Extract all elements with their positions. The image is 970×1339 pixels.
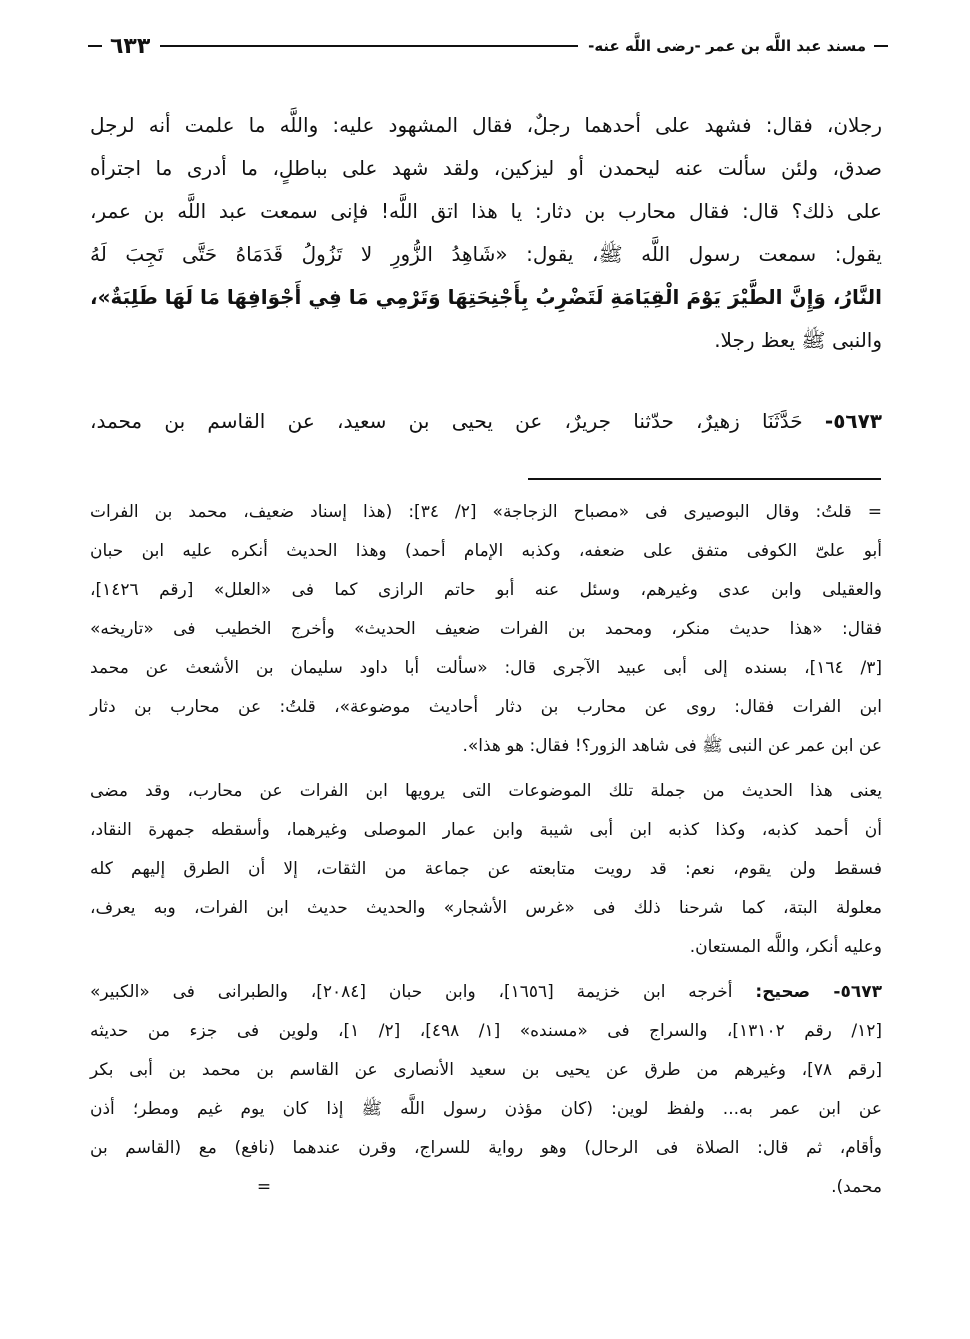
- text-line: يقول: سمعت رسول اللَّه ﷺ، يقول: «شَاهِدُ الزُّورِ لا تَزُولُ قَدَمَاهُ حَتَّى تَجِبَ لَهُ: [90, 242, 882, 266]
- footnote-line: [90, 973, 882, 1012]
- running-title: مسند عبد اللَّه بن عمر -رضى اللَّه عنه-: [588, 37, 866, 55]
- footnote-line: عن ابن عمر به... ولفظ لوين: (كان مؤذن رسول اللَّه ﷺ إذا كان يوم غيم ومطر؛ أذن: [90, 1099, 882, 1119]
- page-number: ٦٣٣: [110, 33, 151, 59]
- footnotes: [90, 493, 882, 1207]
- running-header: [88, 30, 888, 62]
- main-text: [90, 104, 882, 443]
- footnote-line: وأقام، ثم قال: الصلاة فى الرحال) وهو رواية للسراج، وقرن عندهما (نافع) مع (القاسم بن: [90, 1138, 882, 1158]
- footnote-divider: [528, 478, 881, 480]
- text-line: صدق، ولئن سألت عنه ليحمدن أو ليزكين، ولقد شهد على بباطلٍ، ما أدرى ما اجترأه: [90, 156, 882, 180]
- header-dash: [88, 45, 102, 47]
- footnote-line: = قلتُ: وقال البوصيرى فى «مصباح الزجاجة» [٢/ ٣٤]: (هذا إسناد ضعيف، محمد بن الفرات: [90, 502, 882, 522]
- hadith-isnad: حَدَّثَنَا زهيرٌ، حدّثنا جريرٌ، عن يحيى بن سعيد، عن القاسم بن محمد،: [90, 409, 803, 433]
- text-line: والنبى ﷺ يعظ رجلا.: [714, 328, 882, 352]
- footnote-line: عن ابن عمر عن النبى ﷺ فى شاهد الزور؟! فقال: هو هذا».: [462, 736, 882, 756]
- text-line: النَّارُ، وَإِنَّ الطَّيْرَ يَوْمَ الْقِيَامَةِ لَتَضْرِبُ بِأَجْنِحَتِهَا وَتَرْمِي مَا فِي أَجْوَافِهَا مَا لَهَا طَلِبَةٌ»،: [90, 285, 882, 309]
- footnote-line: أبو علىّ الكوفى متفق على ضعفه، وكذبه الإمام أحمد) وهذا الحديث أنكره عليه ابن حبان: [90, 541, 882, 561]
- footnote-text: أخرجه ابن خزيمة [١٦٥٦]، وابن حبان [٢٠٨٤]، والطبرانى فى «الكبير»: [90, 982, 733, 1002]
- footnote-label: ٥٦٧٣- صحيح:: [755, 982, 882, 1002]
- hadith-line: [90, 400, 882, 443]
- footnote-line: [رقم ٧٨]، وغيرهم من طرق عن يحيى بن سعيد الأنصارى عن القاسم بن محمد بن أبى بكر: [90, 1060, 883, 1080]
- footnote-line: [٣/ ١٦٤]، بسنده إلى أبى عبيد الآجرى قال: «سألت أبا داود سليمان بن الأشعث عن محمد: [90, 658, 882, 678]
- continuation-mark: =: [256, 1177, 272, 1197]
- footnote-line: معلولة البتة، كما شرحنا ذلك فى «غرس الأشجار» والحديث حديث ابن الفرات، وبه يعرف،: [90, 898, 882, 918]
- footnote-line: فقال: «هذا حديث منكر، ومحمد بن الفرات ضعيف الحديث» وأخرج الخطيب فى «تاريخه»: [90, 619, 882, 639]
- hadith-number: ٥٦٧٣-: [824, 409, 883, 433]
- footnote-line: والعقيلى وابن عدى وغيرهم، وسئل عنه أبو حاتم الرازى كما فى «العلل» [رقم ١٤٢٦]،: [90, 580, 882, 600]
- footnote-line: أن أحمد كذبه، وكذا كذبه ابن أبى شيبة وابن عمار الموصلى وغيرهما، وأسقطه جمهرة النقاد،: [90, 820, 882, 840]
- header-dash: [874, 45, 888, 47]
- text-line: على ذلك؟ قال: فقال محارب بن دثار: يا هذا اتق اللَّه! فإنى سمعت عبد اللَّه بن عمر،: [90, 199, 882, 223]
- header-rule: [160, 45, 578, 47]
- footnote-line: [90, 1168, 882, 1207]
- footnote-line: فسقط ولن يقوم، نعم: قد رويت متابعته عن جماعة من الثقات، إلا أن الطرق إليهم كله: [90, 859, 882, 879]
- footnote-line: وعليه أنكر، واللَّه المستعان.: [689, 937, 882, 957]
- text-line: رجلان، فقال: فشهد على أحدهما رجلٌ، فقال المشهود عليه: واللَّه ما علمت أنه لرجل: [90, 113, 882, 137]
- footnote-text: محمد).: [831, 1177, 882, 1197]
- footnote-line: يعنى هذا الحديث من جملة تلك الموضوعات التى يرويها ابن الفرات عن محارب، وقد مضى: [90, 781, 882, 801]
- footnote-line: [١٢/ رقم ١٣١٠٢]، والسراج فى «مسنده» [١/ ٤٩٨]، [٢/ ١]، ولوين فى جزء من حديثه: [90, 1021, 882, 1041]
- footnote-line: ابن الفرات فقال: روى عن محارب بن دثار أحاديث موضوعة»، قلتُ: عن محارب بن دثار: [90, 697, 882, 717]
